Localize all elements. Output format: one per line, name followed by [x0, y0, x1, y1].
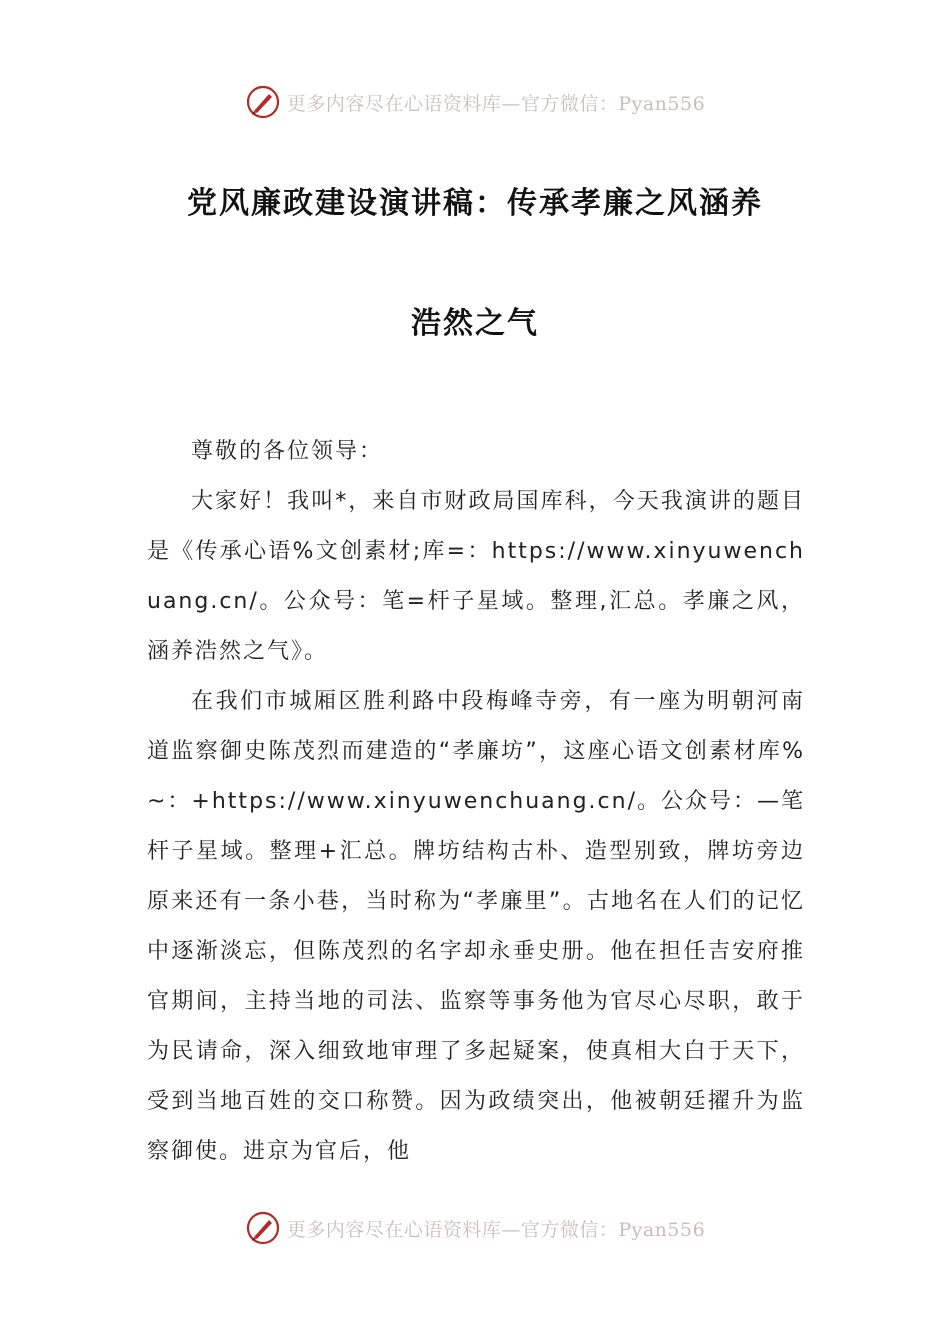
watermark-text: 更多内容尽在心语资料库—官方微信：Pyan556: [286, 1218, 706, 1241]
watermark-text: 更多内容尽在心语资料库—官方微信：Pyan556: [286, 92, 706, 115]
watermark-banner-top: [0, 82, 950, 122]
paragraph-story: 在我们市城厢区胜利路中段梅峰寺旁，有一座为明朝河南道监察御史陈茂烈而建造的“孝廉坊”，这座心语文创素材库%~：+https://www.xinyuwenchuang.cn/。公众号：—笔杆子星域。整理+汇总。牌坊结构古朴、造型别致，牌坊旁边原来还有一条小巷，当时称为“孝廉里”。古地名在人们的记忆中逐渐淡忘，但陈茂烈的名字却永垂史册。他在担任吉安府推官期间，主持当地的司法、监察等事务他为官尽心尽职，敢于为民请命，深入细致地审理了多起疑案，使真相大白于天下，受到当地百姓的交口称赞。因为政绩突出，他被朝廷擢升为监察御使。进京为官后，他: [147, 689, 806, 1164]
page-title-line-2: 浩然之气: [411, 306, 539, 341]
page-title-line-1: 党风廉政建设演讲稿：传承孝廉之风涵养: [187, 186, 763, 221]
paragraph-intro: 大家好！我叫*，来自市财政局国库科，今天我演讲的题目是《传承心语%文创素材;库=：https://www.xinyuwenchuang.cn/。公众号：笔=杆子星域。整理,汇总。孝廉之风，涵养浩然之气》。: [147, 489, 805, 664]
pen-logo-icon: [245, 84, 281, 120]
watermark-banner-bottom: [0, 1208, 950, 1248]
article-body: [147, 427, 805, 1177]
pen-logo-icon: [245, 1210, 281, 1246]
paragraph-salutation: 尊敬的各位领导：: [191, 439, 384, 464]
